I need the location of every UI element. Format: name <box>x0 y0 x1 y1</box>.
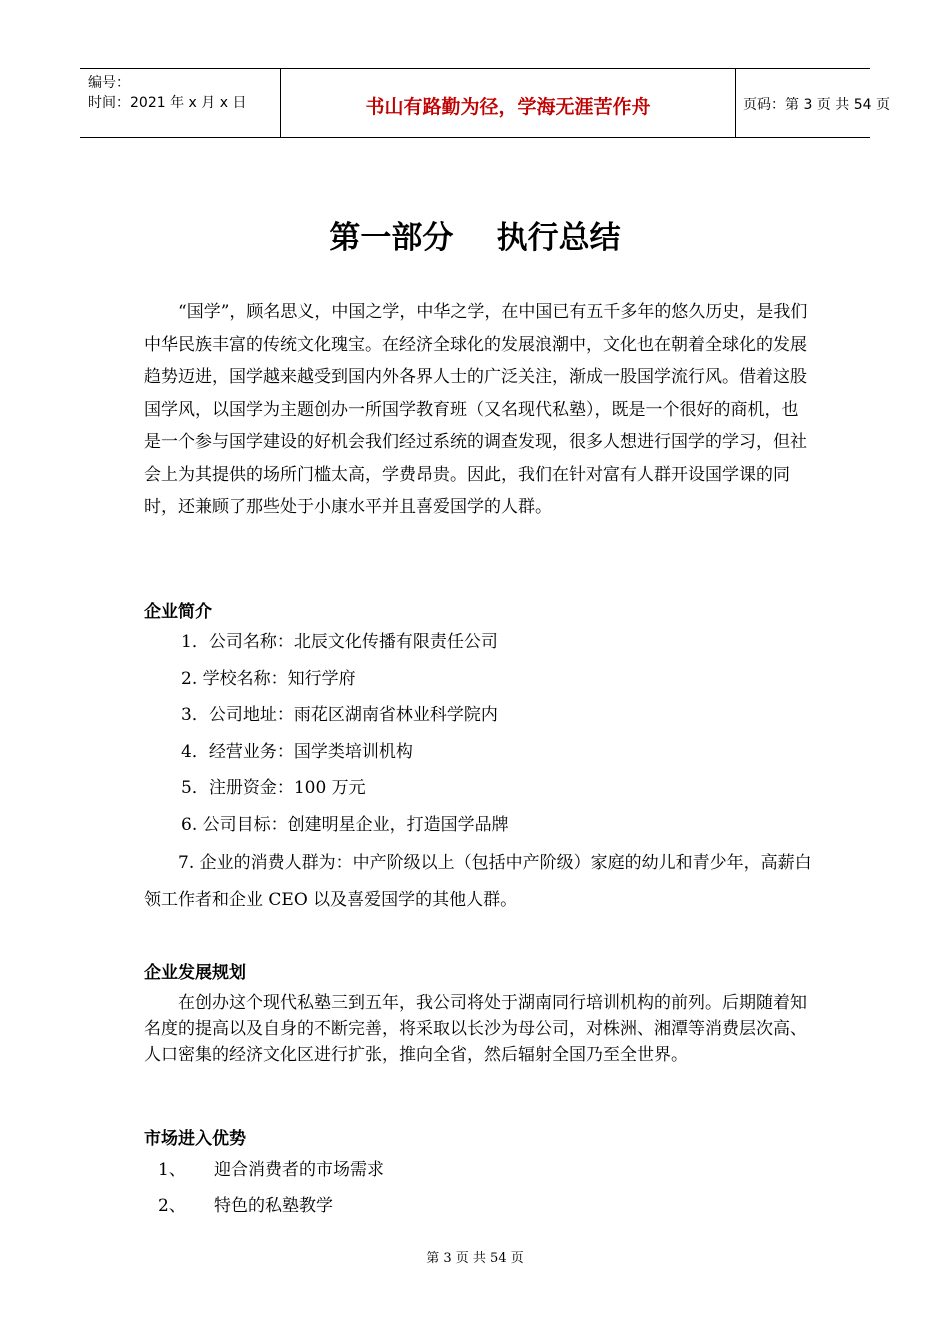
company-info-list <box>144 624 824 843</box>
plan-paragraph <box>144 990 814 1068</box>
list-item: 2. 学校名称：知行学府 <box>181 668 356 689</box>
page-title: 第一部分 执行总结 <box>329 220 621 256</box>
list-item: 6. 公司目标：创建明星企业，打造国学品牌 <box>181 814 509 835</box>
list-item: 1．公司名称：北辰文化传播有限责任公司 <box>181 632 498 652</box>
consumer-group-item: 7. 企业的消费人群为：中产阶级以上（包括中产阶级）家庭的幼儿和青少年，高薪白领工作者和企业 CEO 以及喜爱国学的其他人群。 <box>144 853 812 910</box>
market-advantage-list <box>144 1152 824 1224</box>
list-item <box>144 1152 824 1188</box>
page-header <box>80 68 890 138</box>
list-item-number: 2、 <box>158 1196 186 1216</box>
motto: 书山有路勤为径，学海无涯苦作舟 <box>365 96 651 118</box>
header-motto-cell <box>280 69 736 137</box>
intro-text: “国学”，顾名思义，中国之学，中华之学，在中国已有五千多年的悠久历史，是我们中华民族丰富的传统文化瑰宝。在经济全球化的发展浪潮中，文化也在朝着全球化的发展趋势迈进，国学越来越受到国内外各界人士的广泛关注，渐成一股国学流行风。借着这股国学风，以国学为主题创办一所国学教育班（又名现代私塾），既是一个很好的商机，也是一个参与国学建设的好机会我们经过系统的调查发现，很多人想进行国学的学习，但社会上为其提供的场所门槛太高，学费昂贵。因此，我们在针对富有人群开设国学课的同时，还兼顾了那些处于小康水平并且喜爱国学的人群。 <box>144 302 808 517</box>
market-heading: 市场进入优势 <box>144 1129 246 1149</box>
header-page-number: 页码：第 3 页 共 54 页 <box>743 97 890 113</box>
company-heading: 企业简介 <box>144 602 212 622</box>
list-item: 4．经营业务：国学类培训机构 <box>181 741 413 762</box>
page-footer: 第 3 页 共 54 页 <box>426 1251 524 1266</box>
plan-heading: 企业发展规划 <box>144 963 246 983</box>
header-info-cell <box>80 69 280 137</box>
intro-paragraph <box>144 296 814 524</box>
list-item: 5．注册资金：100 万元 <box>181 778 366 798</box>
list-item-text: 迎合消费者的市场需求 <box>214 1160 384 1180</box>
header-page-cell <box>735 69 890 137</box>
list-item <box>144 1188 824 1224</box>
list-item: 3．公司地址：雨花区湖南省林业科学院内 <box>181 705 498 725</box>
list-item-text: 特色的私塾教学 <box>214 1196 333 1216</box>
document-date: 时间：2021 年 x 月 x 日 <box>88 95 247 111</box>
plan-text: 在创办这个现代私塾三到五年，我公司将处于湖南同行培训机构的前列。后期随着知名度的提高以及自身的不断完善，将采取以长沙为母公司，对株洲、湘潭等消费层次高、人口密集的经济文化区进行扩张，推向全省，然后辐射全国乃至全世界。 <box>144 993 807 1065</box>
document-number: 编号： <box>88 75 130 91</box>
list-item-number: 1、 <box>158 1160 186 1180</box>
